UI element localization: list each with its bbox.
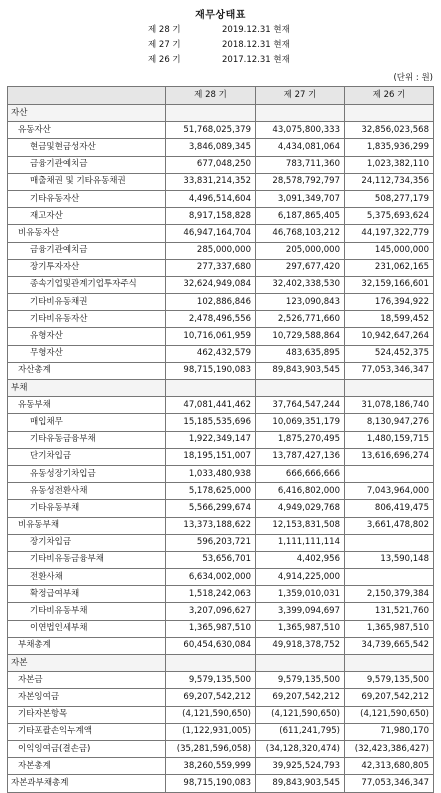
- table-row: [8, 380, 434, 397]
- table-row: [8, 586, 434, 603]
- period-date: 2017.12.31 현재: [222, 55, 290, 65]
- table-row: [8, 156, 434, 173]
- row-label: 단기차입금: [8, 448, 166, 465]
- table-row: [8, 723, 434, 740]
- column-header: [8, 87, 166, 105]
- value-cell: [256, 655, 345, 672]
- row-label: 비유동부채: [8, 517, 166, 534]
- value-cell: 51,768,025,379: [166, 122, 256, 139]
- table-row: [8, 740, 434, 757]
- value-cell: 32,624,949,084: [166, 276, 256, 293]
- value-cell: [166, 380, 256, 397]
- table-row: [8, 259, 434, 276]
- value-cell: 4,402,956: [256, 551, 345, 568]
- value-cell: 69,207,542,212: [345, 689, 434, 706]
- value-cell: 102,886,846: [166, 294, 256, 311]
- value-cell: 10,716,061,959: [166, 328, 256, 345]
- value-cell: 53,656,701: [166, 551, 256, 568]
- table-row: [8, 672, 434, 689]
- value-cell: 1,033,480,938: [166, 465, 256, 482]
- row-label: 금융기관예치금: [8, 242, 166, 259]
- row-label: 자산총계: [8, 362, 166, 379]
- value-cell: (35,281,596,058): [166, 740, 256, 757]
- value-cell: 46,947,164,704: [166, 225, 256, 242]
- value-cell: 6,187,865,405: [256, 208, 345, 225]
- row-label: 재고자산: [8, 208, 166, 225]
- value-cell: 677,048,250: [166, 156, 256, 173]
- value-cell: (4,121,590,650): [256, 706, 345, 723]
- table-row: [8, 105, 434, 122]
- row-label: 자산: [8, 105, 166, 122]
- value-cell: 3,661,478,802: [345, 517, 434, 534]
- row-label: 확정급여부채: [8, 586, 166, 603]
- table-row: [8, 448, 434, 465]
- value-cell: 4,434,081,064: [256, 139, 345, 156]
- value-cell: 1,365,987,510: [166, 620, 256, 637]
- value-cell: (32,423,386,427): [345, 740, 434, 757]
- table-row: [8, 465, 434, 482]
- table-row: [8, 190, 434, 207]
- value-cell: 1,875,270,495: [256, 431, 345, 448]
- value-cell: [345, 380, 434, 397]
- row-label: 이익잉여금(결손금): [8, 740, 166, 757]
- row-label: 유동자산: [8, 122, 166, 139]
- value-cell: 3,207,096,627: [166, 603, 256, 620]
- value-cell: 9,579,135,500: [256, 672, 345, 689]
- value-cell: 2,478,496,556: [166, 311, 256, 328]
- row-label: 유동성장기차입금: [8, 465, 166, 482]
- value-cell: 1,835,936,299: [345, 139, 434, 156]
- unit-label: (단위 : 원): [393, 73, 433, 83]
- table-row: [8, 483, 434, 500]
- table-row: [8, 500, 434, 517]
- value-cell: 32,159,166,601: [345, 276, 434, 293]
- value-cell: 32,402,338,530: [256, 276, 345, 293]
- value-cell: 145,000,000: [345, 242, 434, 259]
- value-cell: 3,846,089,345: [166, 139, 256, 156]
- value-cell: (4,121,590,650): [166, 706, 256, 723]
- value-cell: 1,518,242,063: [166, 586, 256, 603]
- value-cell: 7,043,964,000: [345, 483, 434, 500]
- value-cell: 77,053,346,347: [345, 775, 434, 792]
- value-cell: 18,195,151,007: [166, 448, 256, 465]
- value-cell: 3,399,094,697: [256, 603, 345, 620]
- row-label: 현금및현금성자산: [8, 139, 166, 156]
- value-cell: [345, 569, 434, 586]
- row-label: 유형자산: [8, 328, 166, 345]
- period-label: 제 26 기: [148, 55, 181, 65]
- value-cell: 297,677,420: [256, 259, 345, 276]
- value-cell: 1,922,349,147: [166, 431, 256, 448]
- table-row: [8, 122, 434, 139]
- table-row: [8, 517, 434, 534]
- value-cell: [345, 105, 434, 122]
- value-cell: 46,768,103,212: [256, 225, 345, 242]
- table-row: [8, 534, 434, 551]
- value-cell: 12,153,831,508: [256, 517, 345, 534]
- value-cell: [166, 105, 256, 122]
- column-header: 제 28 기: [166, 87, 256, 105]
- row-label: 기타유동부채: [8, 500, 166, 517]
- row-label: 매출채권 및 기타유동채권: [8, 173, 166, 190]
- row-label: 부채총계: [8, 637, 166, 654]
- value-cell: 5,566,299,674: [166, 500, 256, 517]
- value-cell: 47,081,441,462: [166, 397, 256, 414]
- period-label: 제 27 기: [148, 40, 181, 50]
- row-label: 기타비유동금융부채: [8, 551, 166, 568]
- value-cell: 15,185,535,696: [166, 414, 256, 431]
- value-cell: 483,635,895: [256, 345, 345, 362]
- value-cell: 3,091,349,707: [256, 190, 345, 207]
- value-cell: 524,452,375: [345, 345, 434, 362]
- row-label: 유동부채: [8, 397, 166, 414]
- value-cell: [345, 655, 434, 672]
- value-cell: (611,241,795): [256, 723, 345, 740]
- table-row: [8, 414, 434, 431]
- row-label: 부채: [8, 380, 166, 397]
- row-label: 기타비유동부채: [8, 603, 166, 620]
- value-cell: 596,203,721: [166, 534, 256, 551]
- row-label: 기타유동자산: [8, 190, 166, 207]
- row-label: 자본총계: [8, 758, 166, 775]
- value-cell: 4,949,029,768: [256, 500, 345, 517]
- value-cell: 1,365,987,510: [256, 620, 345, 637]
- period-date: 2018.12.31 현재: [222, 40, 290, 50]
- value-cell: 38,260,559,999: [166, 758, 256, 775]
- table-row: [8, 345, 434, 362]
- value-cell: 1,365,987,510: [345, 620, 434, 637]
- value-cell: 2,150,379,384: [345, 586, 434, 603]
- row-label: 자본잉여금: [8, 689, 166, 706]
- value-cell: 9,579,135,500: [345, 672, 434, 689]
- value-cell: 49,918,378,752: [256, 637, 345, 654]
- value-cell: [256, 105, 345, 122]
- value-cell: 4,496,514,604: [166, 190, 256, 207]
- value-cell: 6,634,002,000: [166, 569, 256, 586]
- table-row: [8, 689, 434, 706]
- value-cell: (4,121,590,650): [345, 706, 434, 723]
- table-row: [8, 655, 434, 672]
- value-cell: 4,914,225,000: [256, 569, 345, 586]
- table-row: [8, 225, 434, 242]
- row-label: 장기차입금: [8, 534, 166, 551]
- table-row: [8, 758, 434, 775]
- table-row: [8, 637, 434, 654]
- table-row: [8, 431, 434, 448]
- value-cell: 1,023,382,110: [345, 156, 434, 173]
- row-label: 자본: [8, 655, 166, 672]
- value-cell: 60,454,630,084: [166, 637, 256, 654]
- value-cell: 44,197,322,779: [345, 225, 434, 242]
- row-label: 금융기관예치금: [8, 156, 166, 173]
- value-cell: [345, 534, 434, 551]
- table-row: [8, 311, 434, 328]
- table-row: [8, 397, 434, 414]
- row-label: 유동성전환사채: [8, 483, 166, 500]
- value-cell: [256, 380, 345, 397]
- value-cell: 31,078,186,740: [345, 397, 434, 414]
- value-cell: 98,715,190,083: [166, 362, 256, 379]
- value-cell: 205,000,000: [256, 242, 345, 259]
- value-cell: 10,942,647,264: [345, 328, 434, 345]
- value-cell: 131,521,760: [345, 603, 434, 620]
- table-row: [8, 139, 434, 156]
- value-cell: 69,207,542,212: [166, 689, 256, 706]
- value-cell: 9,579,135,500: [166, 672, 256, 689]
- table-row: [8, 276, 434, 293]
- value-cell: 5,375,693,624: [345, 208, 434, 225]
- value-cell: (1,122,931,005): [166, 723, 256, 740]
- value-cell: 39,925,524,793: [256, 758, 345, 775]
- value-cell: 71,980,170: [345, 723, 434, 740]
- row-label: 자본금: [8, 672, 166, 689]
- value-cell: 24,112,734,356: [345, 173, 434, 190]
- value-cell: 6,416,802,000: [256, 483, 345, 500]
- value-cell: (34,128,320,474): [256, 740, 345, 757]
- value-cell: 1,111,111,114: [256, 534, 345, 551]
- value-cell: 176,394,922: [345, 294, 434, 311]
- value-cell: 13,590,148: [345, 551, 434, 568]
- value-cell: 32,856,023,568: [345, 122, 434, 139]
- row-label: 기타비유동채권: [8, 294, 166, 311]
- table-row: [8, 620, 434, 637]
- row-label: 전환사채: [8, 569, 166, 586]
- period-row: [0, 53, 441, 66]
- row-label: 기타자본항목: [8, 706, 166, 723]
- table-header-row: [8, 87, 434, 105]
- value-cell: [345, 465, 434, 482]
- value-cell: 28,578,792,797: [256, 173, 345, 190]
- row-label: 이연법인세부채: [8, 620, 166, 637]
- column-header: 제 26 기: [345, 87, 434, 105]
- value-cell: 1,359,010,031: [256, 586, 345, 603]
- table-row: [8, 706, 434, 723]
- period-date: 2019.12.31 현재: [222, 25, 290, 35]
- value-cell: 231,062,165: [345, 259, 434, 276]
- value-cell: 666,666,666: [256, 465, 345, 482]
- value-cell: [166, 655, 256, 672]
- value-cell: 13,373,188,622: [166, 517, 256, 534]
- value-cell: 42,313,680,805: [345, 758, 434, 775]
- value-cell: 806,419,475: [345, 500, 434, 517]
- row-label: 매입채무: [8, 414, 166, 431]
- table-row: [8, 242, 434, 259]
- row-label: 무형자산: [8, 345, 166, 362]
- value-cell: 5,178,625,000: [166, 483, 256, 500]
- value-cell: 69,207,542,212: [256, 689, 345, 706]
- row-label: 기타유동금융부채: [8, 431, 166, 448]
- value-cell: 8,130,947,276: [345, 414, 434, 431]
- value-cell: 10,729,588,864: [256, 328, 345, 345]
- value-cell: 783,711,360: [256, 156, 345, 173]
- balance-sheet-table: [7, 86, 434, 793]
- row-label: 기타포괄손익누계액: [8, 723, 166, 740]
- value-cell: 2,526,771,660: [256, 311, 345, 328]
- row-label: 기타비유동자산: [8, 311, 166, 328]
- value-cell: 18,599,452: [345, 311, 434, 328]
- column-header: 제 27 기: [256, 87, 345, 105]
- table-row: [8, 328, 434, 345]
- table-row: [8, 294, 434, 311]
- value-cell: 123,090,843: [256, 294, 345, 311]
- value-cell: 508,277,179: [345, 190, 434, 207]
- table-row: [8, 551, 434, 568]
- value-cell: 43,075,800,333: [256, 122, 345, 139]
- table-row: [8, 775, 434, 792]
- value-cell: 462,432,579: [166, 345, 256, 362]
- row-label: 종속기업및관계기업투자주식: [8, 276, 166, 293]
- statement-title: 재무상태표: [195, 10, 246, 21]
- value-cell: 37,764,547,244: [256, 397, 345, 414]
- value-cell: 285,000,000: [166, 242, 256, 259]
- period-row: [0, 23, 441, 36]
- value-cell: 8,917,158,828: [166, 208, 256, 225]
- table-row: [8, 208, 434, 225]
- value-cell: 277,337,680: [166, 259, 256, 276]
- table-row: [8, 569, 434, 586]
- value-cell: 33,831,214,352: [166, 173, 256, 190]
- value-cell: 1,480,159,715: [345, 431, 434, 448]
- value-cell: 10,069,351,179: [256, 414, 345, 431]
- period-label: 제 28 기: [148, 25, 181, 35]
- period-row: [0, 38, 441, 51]
- row-label: 자본과부채총계: [8, 775, 166, 792]
- value-cell: 98,715,190,083: [166, 775, 256, 792]
- row-label: 장기투자자산: [8, 259, 166, 276]
- value-cell: 34,739,665,542: [345, 637, 434, 654]
- value-cell: 89,843,903,545: [256, 362, 345, 379]
- value-cell: 77,053,346,347: [345, 362, 434, 379]
- table-row: [8, 603, 434, 620]
- row-label: 비유동자산: [8, 225, 166, 242]
- table-row: [8, 173, 434, 190]
- value-cell: 89,843,903,545: [256, 775, 345, 792]
- value-cell: 13,616,696,274: [345, 448, 434, 465]
- table-row: [8, 362, 434, 379]
- value-cell: 13,787,427,136: [256, 448, 345, 465]
